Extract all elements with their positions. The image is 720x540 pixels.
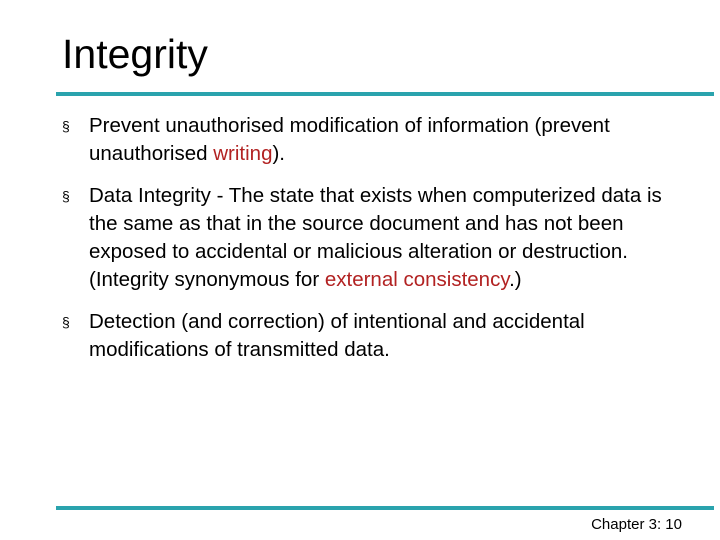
bullet-marker: § [62, 314, 70, 330]
bullet-item [62, 112, 662, 168]
bullet-marker: § [62, 118, 70, 134]
footer-divider [56, 506, 714, 510]
highlight-text: writing [213, 142, 273, 165]
bullet-text: .) [509, 268, 522, 291]
chapter-page-number: Chapter 3: 10 [591, 516, 682, 533]
highlight-text: external consistency [324, 268, 510, 291]
bullet-text: ). [272, 142, 286, 165]
bullet-marker: § [62, 188, 70, 204]
bullet-text: Detection (and correction) of intentional and accidental modifications of transmitted data. [89, 310, 585, 361]
bullet-list [62, 112, 662, 378]
bullet-text: Data Integrity - The state that exists when computerized data is the same as that in the source document and has not been exposed to accidental or malicious alteration or destruction. (Integrity synonymous for [89, 184, 662, 291]
bullet-item [62, 182, 662, 294]
bullet-text: Prevent unauthorised modification of information (prevent unauthorised [89, 114, 610, 165]
bullet-item [62, 308, 662, 364]
title-divider [56, 92, 714, 96]
slide-title: Integrity [62, 31, 208, 77]
